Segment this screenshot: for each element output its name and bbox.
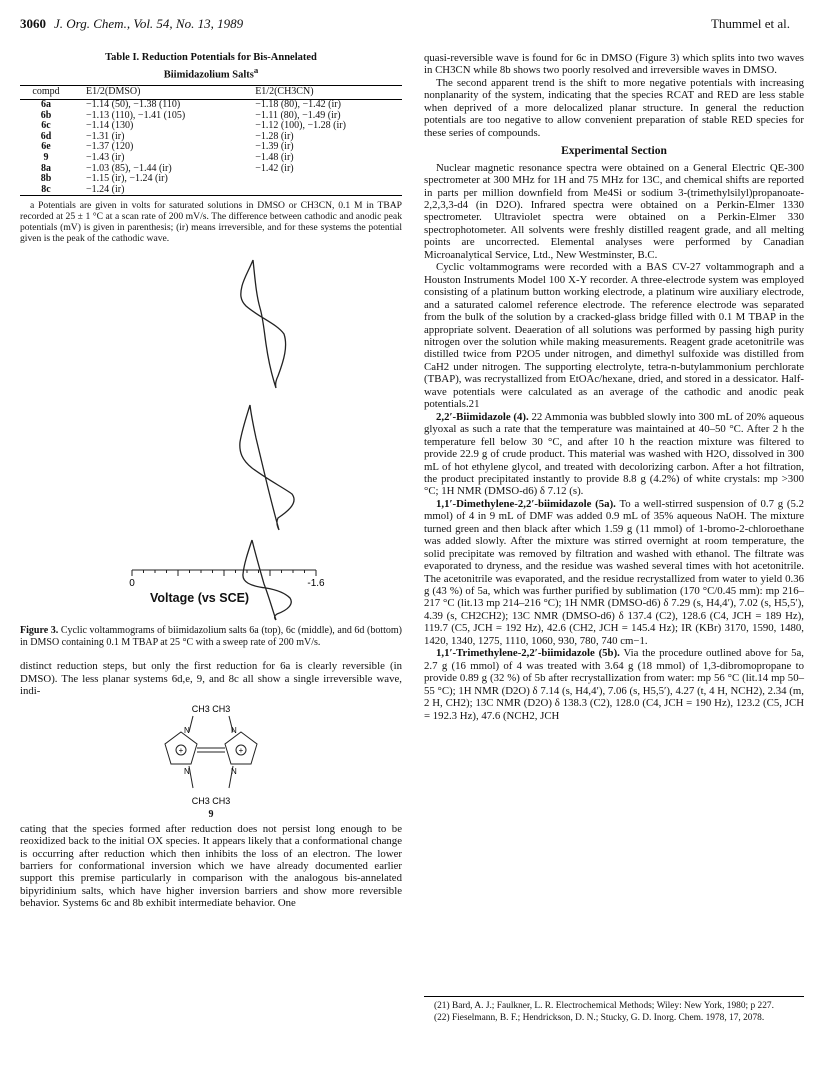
journal-citation: J. Org. Chem., Vol. 54, No. 13, 1989 (54, 16, 244, 31)
table-row (20, 142, 402, 153)
page-number: 3060 (20, 16, 46, 31)
cell-ch3cn: −1.48 (ir) (255, 152, 294, 164)
plus-charge-left: + (178, 745, 184, 755)
cell-ch3cn: −1.11 (80), −1.49 (ir) (255, 109, 341, 121)
experimental-paragraph-2: Cyclic voltammograms were recorded with a BAS CV-27 voltammograph and a Houston Instruments Model 100 X-Y recorder. A three-electrode system was employed consisting of a platinum button working electrode, a platinum wire auxiliary electrode, and a saturated calomel reference electrode. The reference electrode was separated from the bulk of the solution by a cracked-glass bridge filled with 0.1 M TBAP in the appropriate solvent. Deaeration of all solutions was performed by passing high purity nitrogen over the solution while making measurements. Reagent grade acetonitrile was distilled twice from P2O5 under nitrogen, and dimethyl sulfoxide was distilled from CaH2 under nitrogen. The supporting electrolyte, tetra-n-butylammonium perchlorate (TBAP), was recrystallized from EtOAc/hexane, dried, and stored in a dessicator. Half-wave potentials were calculated as an average of the cathodic and anodic peak potentials.21 (424, 261, 804, 411)
table-row (20, 100, 402, 111)
cell-compd: 6b (40, 109, 52, 121)
cv-trace-6d (243, 540, 291, 620)
table-title-line-1: Table I. Reduction Potentials for Bis-Annelated (105, 52, 317, 63)
compound-5a-text: To a well-stirred suspension of 0.7 g (5.2 mmol) of 4 in 9 mL of DMF was added 0.9 mL of 35% aqueous NaOH. The mixture turned green and then black after which 1.59 g (11 mmol) of 1-bromo-2-chloroethane was added slowly. After the mixture was stirred overnight at room temperature, the solid precipitate was removed by filtration and washed with ethanol. The filtrate was evaporated to dryness, and the residue was washed several times with hot acetonitrile. The acetonitrile was evaporated, and the residue recrystallized from water to yield 0.36 g (43 %) of 5a, which was further purified by sublimation (170 °C/0.45 mm): mp 216–217 °C (lit.13 mp 214–216 °C); 1H NMR (DMSO-d6) δ 7.29 (s, H4,4′), 7.02 (s, H5,5′), 4.39 (s, CH2CH2); 13C NMR (DMSO-d6) δ 137.4 (C2), 128.6 (C4, JCH = 189 Hz), 119.7 (C5, JCH = 192 Hz), 42.6 (CH2, JCH = 145.4 Hz); IR (KBr) 3170, 1590, 1480, 1420, 1340, 1275, 1110, 1060, 930, 780, 740 cm−1. (424, 497, 805, 647)
cell-dmso: −1.14 (50), −1.38 (110) (86, 99, 181, 111)
table-row (20, 153, 402, 164)
methyl-labels-bottom: CH3 CH3 (191, 795, 231, 806)
cell-dmso: −1.03 (85), −1.44 (ir) (86, 162, 172, 174)
atom-n-3: N (184, 766, 190, 776)
figure-3 (20, 248, 402, 624)
table-row (20, 185, 402, 196)
atom-n-1: N (184, 725, 190, 735)
running-header-authors: Thummel et al. (710, 16, 790, 31)
left-text-block-1 (20, 660, 402, 697)
cell-ch3cn: −1.42 (ir) (255, 162, 294, 174)
cell-compd: 9 (43, 152, 49, 164)
compound-4-text: 22 Ammonia was bubbled slowly into 300 mL of 20% aqueous glyoxal as such a rate that the temperature was maintained at 40–50 °C. After 2 h the temperature fell below 30 °C, and after 10 h the reaction mixture was filtered to provide 22.9 g of crude product. This material was washed with H2O, dissolved in 300 mL of hot ethylene glycol, and treated with decolorizing carbon. After a hot filtration, the product precipitated instantly to provide 8.8 g (4.2%) of white crystals: mp >300 °C; 1H NMR (DMSO-d6) δ 7.12 (s). (424, 410, 805, 498)
cell-dmso: −1.37 (120) (86, 141, 134, 153)
axis-tick-label-right: -1.6 (307, 578, 325, 590)
figure-caption-text: Cyclic voltammograms of biimidazolium salts 6a (top), 6c (middle), and 6d (bottom) in DMSO containing 0.1 M TBAP at 25 °C with a sweep rate of 200 mV/s. (20, 625, 402, 648)
table-title (20, 52, 402, 82)
cell-dmso: −1.31 (ir) (86, 130, 125, 142)
axis-label: Voltage (vs SCE) (150, 591, 250, 606)
cell-ch3cn: −1.28 (ir) (255, 130, 294, 142)
table-row (20, 121, 402, 132)
experimental-paragraph-3 (424, 411, 804, 498)
cell-compd: 8b (40, 173, 52, 185)
cv-trace-6a (241, 260, 286, 388)
references (424, 996, 804, 1025)
figure-caption (20, 625, 402, 648)
structure-label: 9 (208, 808, 214, 820)
cell-ch3cn (255, 185, 402, 196)
axis-ticks (132, 570, 316, 576)
col-header-compd: compd (20, 85, 72, 100)
atom-n-4: N (231, 766, 237, 776)
cell-compd: 6c (41, 120, 51, 132)
cell-compd: 8c (20, 185, 72, 196)
compound-5b-title: 1,1′-Trimethylene-2,2′-biimidazole (5b). (436, 647, 620, 660)
table-row (20, 132, 402, 143)
cell-compd: 6d (40, 130, 52, 142)
reduction-potentials-table (20, 85, 402, 197)
experimental-paragraph-1: Nuclear magnetic resonance spectra were obtained on a General Electric QE-300 spectrometer at 300 MHz for 1H and 75 MHz for 13C, and chemical shifts are reported in parts per million downfield from Me4Si or sodium 3-(trimethylsilyl)propanoate-2,2,3,3-d4 (in D2O). Infrared spectra were obtained on a Perkin-Elmer 1330 spectrometer. Ultraviolet spectra were obtained on a Perkin-Elmer 330 spectrophotometer. All solvents were freshly distilled reagent grade, and all melting points are uncorrected. Elemental analyses were performed by Canadian Microanalytical Service, Ltd., New Westminster, B.C. (424, 161, 804, 261)
voltage-axis (132, 570, 316, 576)
experimental-paragraph-5 (424, 647, 804, 722)
table-title-note-mark: a (253, 65, 259, 75)
compound-5a-title: 1,1′-Dimethylene-2,2′-biimidazole (5a). (436, 497, 616, 510)
left-column (20, 52, 402, 910)
cell-ch3cn: −1.18 (80), −1.42 (ir) (255, 99, 341, 111)
left-paragraph-2: cating that the species formed after reduction does not persist long enough to be reoxidized back to the initial OX species. It appears likely that a conformational change is occurring after reduction which then inhibits the loss of an electron. The lower barriers for conformational inversion which we have already documented earlier support this premise particularly in comparison with the analogous bis-annelated bipyridinium salts, which have higher inversion barriers and show more reversible behavior. Systems 6c and 8b exhibit intermediate behavior. One (20, 822, 402, 910)
left-paragraph-1: distinct reduction steps, but only the first reduction for 6a is clearly reversible (in DMSO). The less planar systems 6d,e, 9, and 8c all show a single irreversible wave, indi- (20, 660, 402, 698)
cell-compd: 8a (41, 162, 51, 174)
cell-dmso: −1.15 (ir), −1.24 (ir) (86, 173, 168, 185)
compound-5b-text: Via the procedure outlined above for 5a, 2.7 g (16 mmol) of 4 was treated with 3.64 g (18 mmol) of 1,3-dibromopropane to provide 0.89 g (32 %) of 5b after recrystallization from water: mp 56 °C (lit.14 mp 50–55 °C); 1H NMR (D2O) δ 7.14 (s, H4,4′), 7.06 (s, H5,5′), 4.27 (t, 4 H, NCH2), 2.34 (m, 2 H, CH2); 13C NMR (D2O) δ 138.3 (C2), 128.0 (C4, JCH = 190 Hz), 123.2 (C5, JCH = 192.3 Hz), 47.6 (NCH2, JCH (424, 647, 804, 722)
chemical-structure-9 (20, 702, 402, 820)
cell-dmso: −1.24 (ir) (72, 185, 255, 196)
table-body (20, 100, 402, 196)
cyclic-voltammogram-plot (20, 248, 402, 624)
compound-4-title: 2,2′-Biimidazole (4). (436, 410, 529, 423)
cell-ch3cn: −1.39 (ir) (255, 141, 294, 153)
reference-21: (21) Bard, A. J.; Faulkner, L. R. Electrochemical Methods; Wiley: New York, 1980; p 227. (434, 1001, 774, 1011)
cell-dmso: −1.13 (110), −1.41 (105) (86, 109, 186, 121)
right-paragraph-1: quasi-reversible wave is found for 6c in DMSO (Figure 3) which splits into two waves in CH3CN while 8b shows two poorly resolved and irreversible waves in DMSO. (424, 52, 804, 77)
running-header-left (20, 16, 243, 32)
cv-trace-6c (240, 405, 294, 530)
section-heading: Experimental Section (561, 145, 667, 158)
col-header-dmso: E1/2(DMSO) (72, 85, 255, 100)
plus-charge-right: + (238, 745, 244, 755)
table-title-line-2: Biimidazolium Salts (163, 69, 254, 81)
structure-drawing (151, 702, 271, 814)
cell-compd: 6e (41, 141, 51, 153)
methyl-labels-top: CH3 CH3 (191, 703, 231, 714)
cell-dmso: −1.14 (130) (86, 120, 134, 132)
table-footnote: a Potentials are given in volts for saturated solutions in DMSO or CH3CN, 0.1 M in TBAP recorded at 25 ± 1 °C at a scan rate of 200 mV/s. The difference between cathodic and anodic peak potentials (mV) is given in parenthesis; (ir) means irreversible, and for these systems the potential given is the peak of the cathodic wave. (20, 200, 402, 245)
atom-n-2: N (231, 725, 237, 735)
table-row (20, 174, 402, 185)
cell-compd: 6a (41, 99, 51, 111)
cell-dmso: −1.43 (ir) (86, 152, 125, 164)
col-header-ch3cn: E1/2(CH3CN) (255, 85, 402, 100)
experimental-paragraph-4 (424, 498, 804, 647)
cell-ch3cn: −1.12 (100), −1.28 (ir) (255, 120, 346, 132)
figure-caption-label: Figure 3. (20, 625, 59, 637)
axis-tick-label-left: 0 (129, 578, 135, 590)
cell-ch3cn (255, 174, 402, 185)
right-column (424, 52, 804, 722)
right-paragraph-2: The second apparent trend is the shift to more negative potentials with increasing nonplanarity of the system, indicating that the species RCAT and RED are less stable when deprived of a more delocalized planar structure. In general the reduction potentials are too negative to allow convenient preparation of stable RED species for these series of compounds. (424, 76, 804, 139)
left-text-block-2 (20, 823, 402, 910)
table-row (20, 164, 402, 175)
reference-22: (22) Fieselmann, B. F.; Hendrickson, D. N.; Stucky, G. D. Inorg. Chem. 1978, 17, 2078. (434, 1012, 765, 1023)
